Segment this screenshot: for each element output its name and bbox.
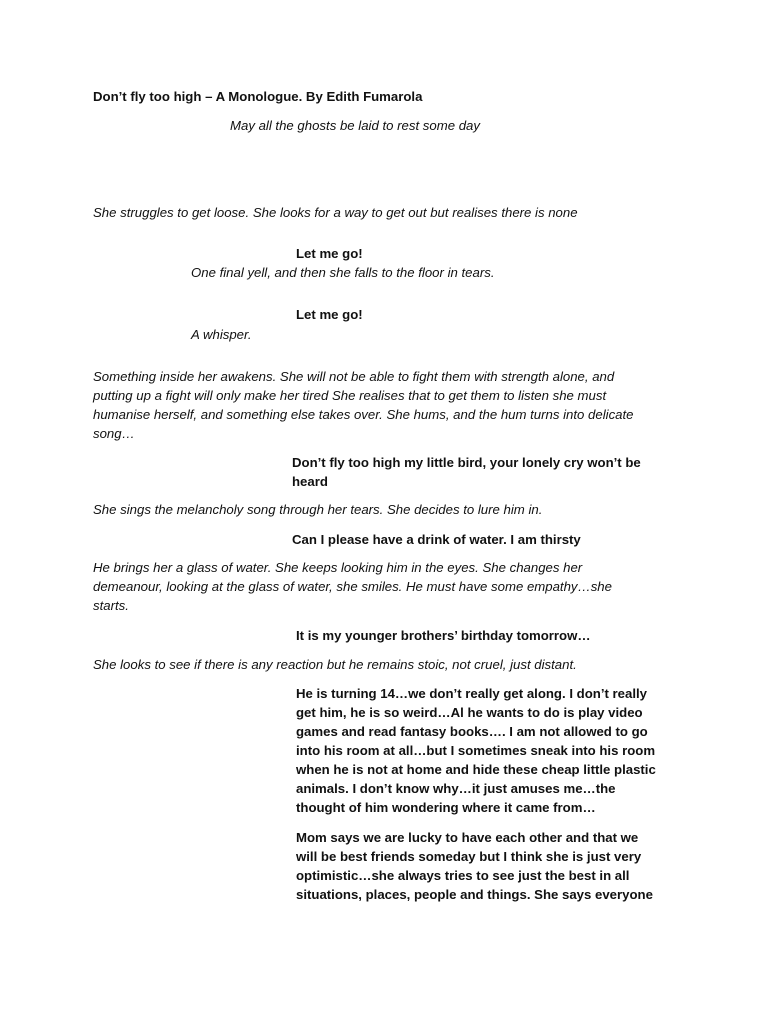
text-line: starts. [93, 598, 129, 613]
stage-direction-block [93, 367, 634, 443]
epigraph: May all the ghosts be laid to rest some day [230, 118, 480, 133]
text-line: get him, he is so weird…Al he wants to do is play video [296, 705, 643, 720]
spoken-line: Let me go! [296, 307, 363, 322]
stage-direction: She struggles to get loose. She looks for a way to get out but realises there is none [93, 205, 578, 220]
text-line: humanise herself, and something else takes over. She hums, and the hum turns into delicate [93, 407, 634, 422]
spoken-block [296, 684, 656, 817]
text-line: heard [292, 474, 328, 489]
text-line: optimistic…she always tries to see just the best in all [296, 868, 630, 883]
text-line: into his room at all…but I sometimes sneak into his room [296, 743, 656, 758]
stage-direction: She sings the melancholy song through her tears. She decides to lure him in. [93, 502, 543, 517]
text-line: games and read fantasy books…. I am not allowed to go [296, 724, 648, 739]
text-line: Something inside her awakens. She will not be able to fight them with strength alone, and [93, 369, 615, 384]
text-line: thought of him wondering where it came from… [296, 800, 596, 815]
text-line: Don’t fly too high my little bird, your lonely cry won’t be [292, 455, 641, 470]
text-line: animals. I don’t know why…it just amuses me…the [296, 781, 616, 796]
text-line: song… [93, 426, 135, 441]
text-line: He is turning 14…we don’t really get along. I don’t really [296, 686, 647, 701]
text-line: situations, places, people and things. She says everyone [296, 887, 653, 902]
document-title: Don’t fly too high – A Monologue. By Edith Fumarola [93, 89, 423, 104]
spoken-line: Let me go! [296, 246, 363, 261]
text-line: demeanour, looking at the glass of water, she smiles. He must have some empathy…she [93, 579, 612, 594]
text-line: Mom says we are lucky to have each other and that we [296, 830, 639, 845]
stage-direction: A whisper. [191, 327, 252, 342]
text-line: putting up a fight will only make her tired She realises that to get them to listen she must [93, 388, 607, 403]
text-line: when he is not at home and hide these cheap little plastic [296, 762, 656, 777]
spoken-block [296, 828, 653, 904]
spoken-block [292, 453, 641, 491]
stage-direction: One final yell, and then she falls to the floor in tears. [191, 265, 495, 280]
text-line: He brings her a glass of water. She keeps looking him in the eyes. She changes her [93, 560, 583, 575]
spoken-line: Can I please have a drink of water. I am thirsty [292, 532, 581, 547]
stage-direction: She looks to see if there is any reaction but he remains stoic, not cruel, just distant. [93, 657, 577, 672]
stage-direction-block [93, 558, 612, 615]
spoken-line: It is my younger brothers’ birthday tomorrow… [296, 628, 591, 643]
text-line: will be best friends someday but I think she is just very [296, 849, 642, 864]
